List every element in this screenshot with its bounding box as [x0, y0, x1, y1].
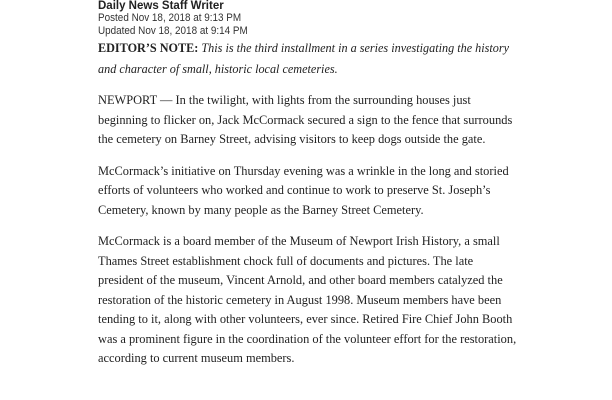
editor-note-text: This is the third installment in a series investigating the history and character of small, historic local cemeteries. [98, 41, 510, 76]
posted-timestamp: Posted Nov 18, 2018 at 9:13 PM [98, 12, 242, 24]
editor-note [98, 38, 518, 80]
article-paragraph: McCormack is a board member of the Museum of Newport Irish History, a small Thames Street establishment chock full of documents and pictures. The late president of the museum, Vincent Arnold, and other board members catalyzed the restoration of the historic cemetery in August 1998. Museum members have been tending to it, along with other volunteers, ever since. Retired Fire Chief John Booth was a prominent figure in the coordination of the volunteer effort for the restoration, according to current museum members. [98, 234, 517, 365]
byline: Daily News Staff Writer [98, 0, 224, 12]
editor-note-label: EDITOR’S NOTE: [98, 41, 199, 55]
article-paragraph: McCormack’s initiative on Thursday evening was a wrinkle in the long and storied efforts of volunteers who worked and continue to work to preserve St. Joseph’s Cemetery, known by many people as the Barney Street Cemetery. [98, 163, 509, 217]
article-paragraph: NEWPORT — In the twilight, with lights from the surrounding houses just beginning to flicker on, Jack McCormack secured a sign to the fence that surrounds the cemetery on Barney Street, advising visitors to keep dogs outside the gate. [98, 93, 513, 146]
updated-timestamp: Updated Nov 18, 2018 at 9:14 PM [98, 25, 248, 37]
article [98, 0, 518, 369]
